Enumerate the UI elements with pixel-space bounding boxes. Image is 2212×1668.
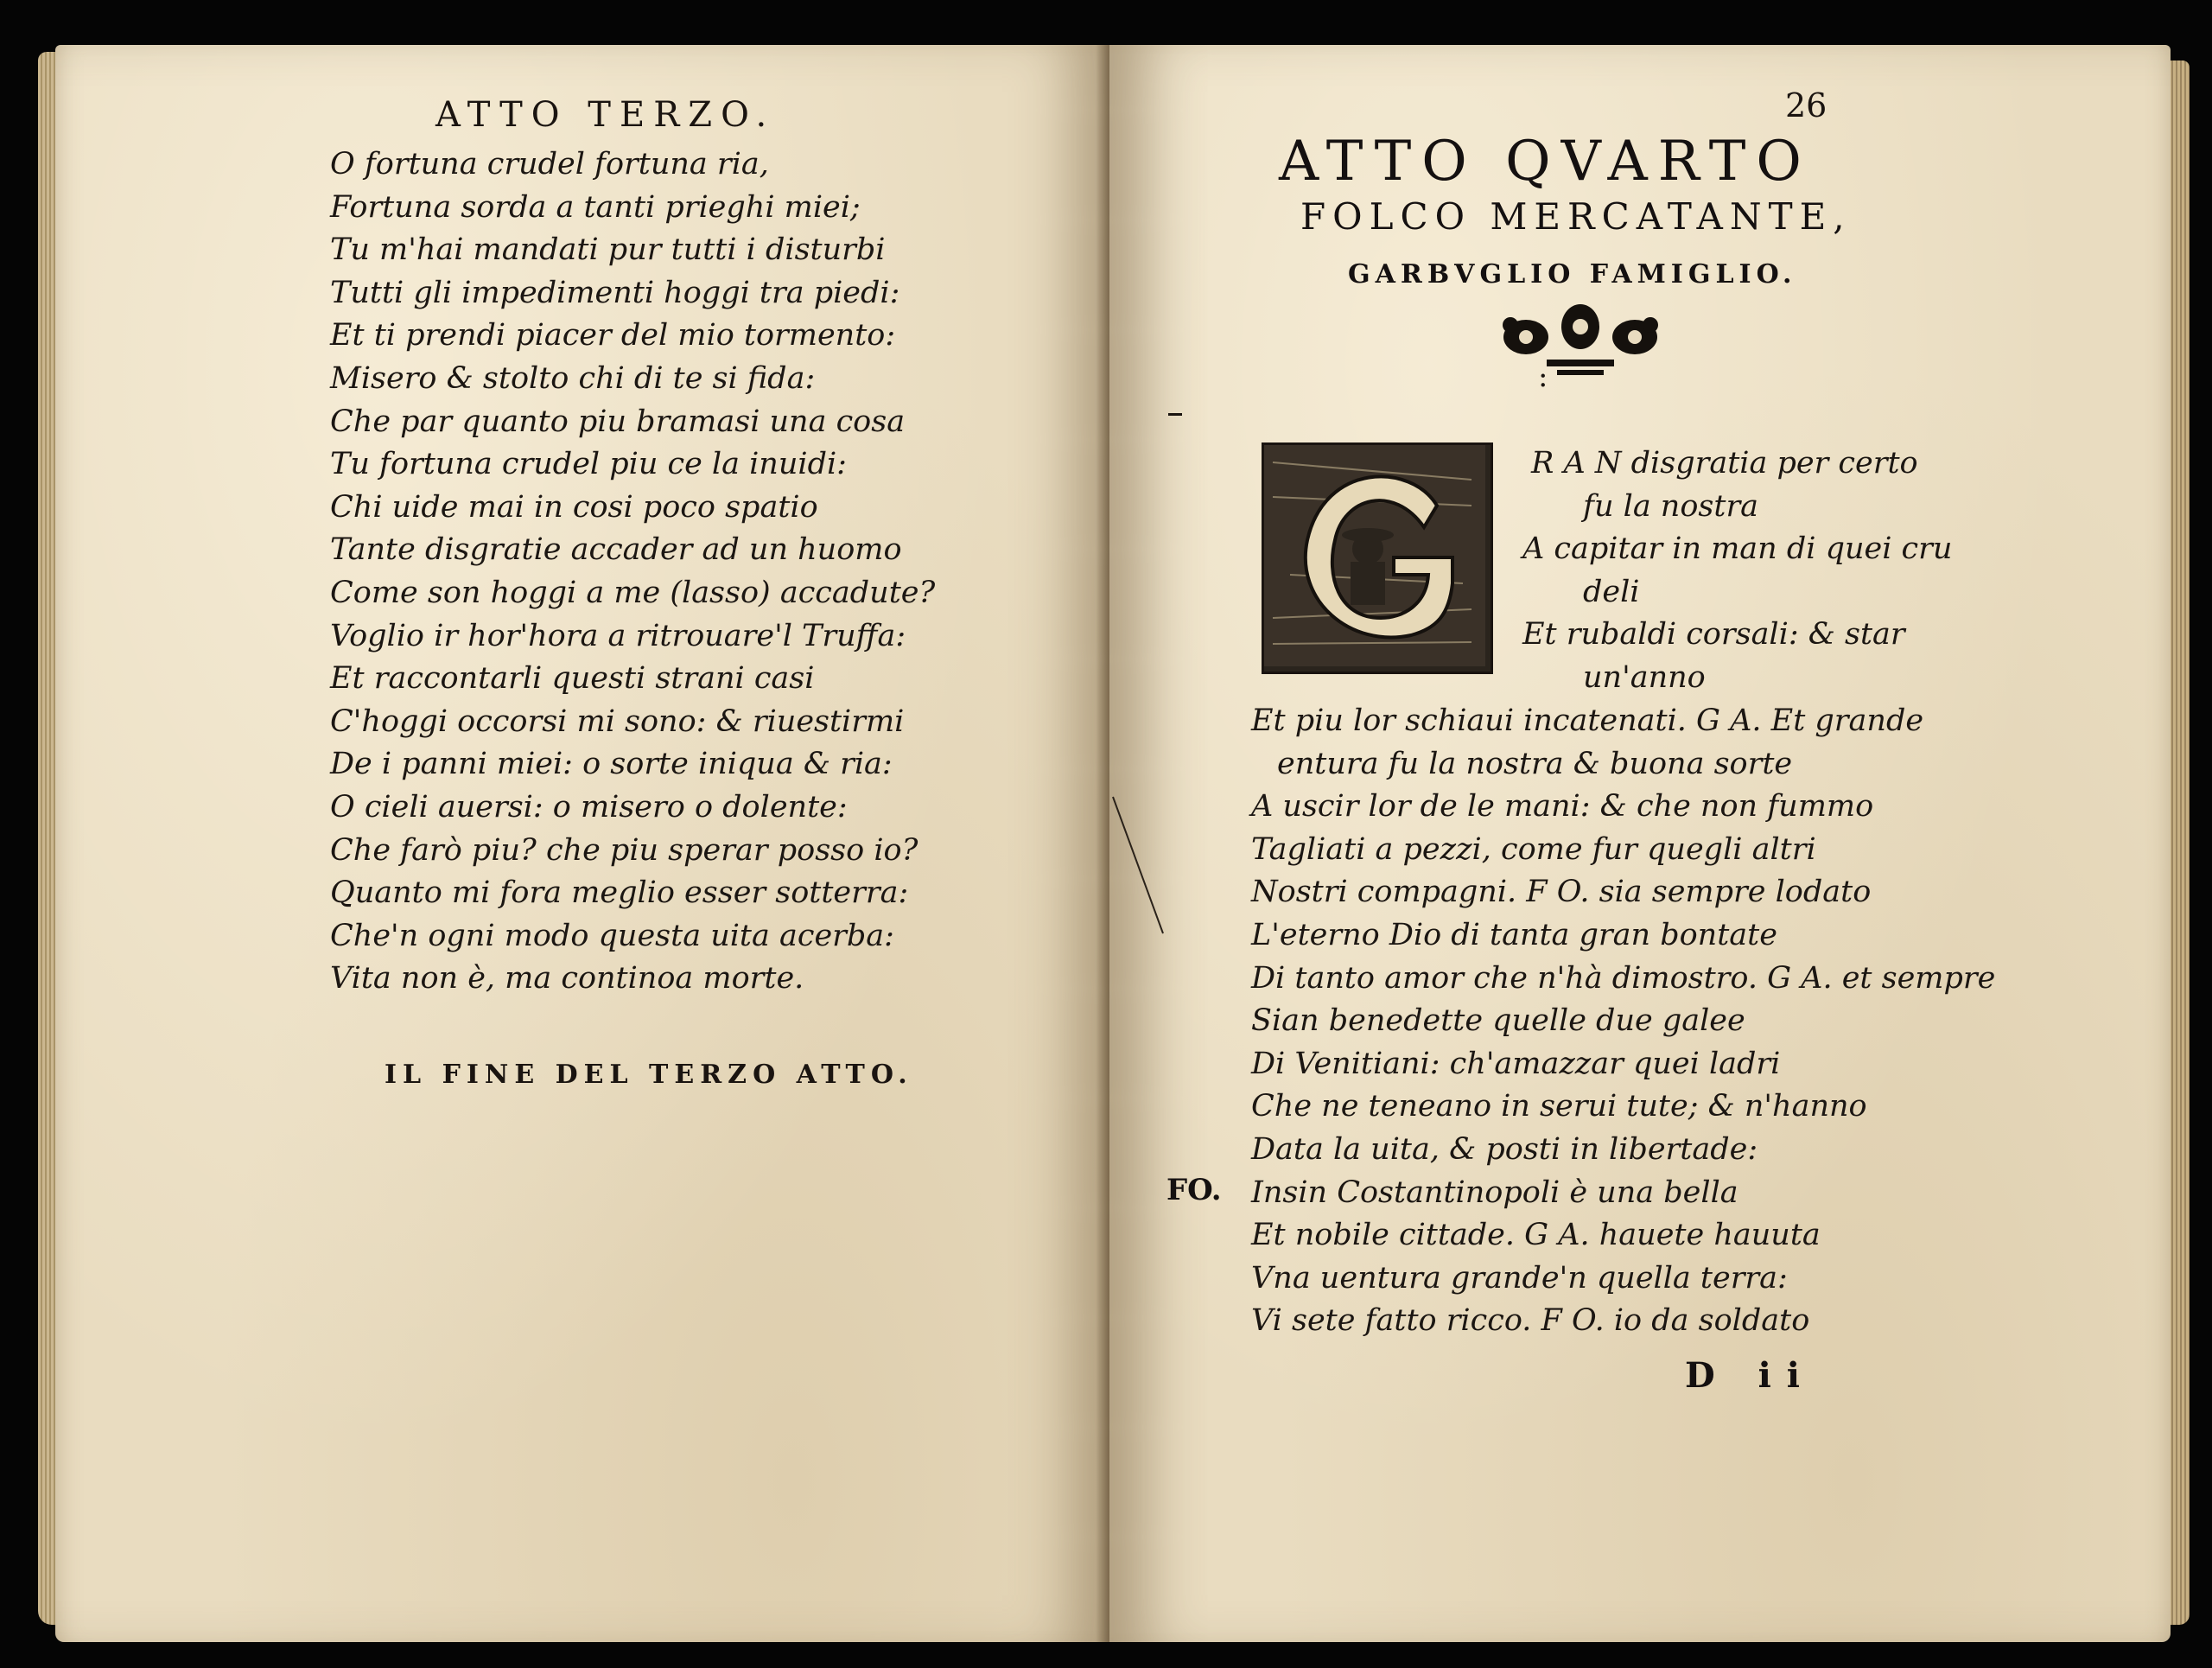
- verse-line: Tagliati a pezzi, come fur quegli altri: [1251, 831, 1816, 867]
- verse-line: Et rubaldi corsali: & star: [1522, 617, 1905, 653]
- margin-mark: [1168, 413, 1182, 416]
- verse-line: O cieli auersi: o misero o dolente:: [330, 789, 848, 824]
- verse-block-right: [1251, 700, 1995, 1343]
- verse-line: Voglio ir hor'hora a ritrouare'l Truffa:: [330, 618, 906, 653]
- verse-line: Vna uentura grande'n quella terra:: [1251, 1260, 1788, 1296]
- verse-line: Data la uita, & posti in libertade:: [1251, 1131, 1758, 1167]
- verse-line: Vita non è, ma continoa morte.: [330, 961, 804, 996]
- verse-line: Che farò piu? che piu sperar posso io?: [330, 832, 918, 868]
- verse-line: Insin Costantinopoli è una bella: [1251, 1175, 1738, 1210]
- verse-line: L'eterno Dio di tanta gran bontate: [1251, 917, 1777, 952]
- verse-line: C'hoggi occorsi mi sono: & riuestirmi: [330, 703, 905, 739]
- woodcut-initial-image: [1264, 445, 1485, 666]
- verse-line: fu la nostra: [1583, 488, 1759, 524]
- verse-line: A capitar in man di quei cru: [1522, 532, 1953, 567]
- verse-line: Misero & stolto chi di te si fida:: [330, 360, 816, 396]
- verse-line: un'anno: [1583, 659, 1706, 695]
- verse-line: Che'n ogni modo questa uita acerba:: [330, 918, 894, 953]
- verse-line: Et piu lor schiaui incatenati. G A. Et grande: [1251, 703, 1924, 738]
- verse-line: A uscir lor de le mani: & che non fummo: [1251, 789, 1874, 824]
- verse-line: Et raccontarli questi strani casi: [330, 661, 815, 697]
- verse-line: deli: [1583, 574, 1640, 609]
- verse-line: Che par quanto piu bramasi una cosa: [330, 404, 906, 439]
- signature-mark: D ii: [1685, 1355, 1816, 1396]
- verse-line: Di Venitiani: ch'amazzar quei ladri: [1251, 1046, 1781, 1081]
- verse-line: Et ti prendi piacer del mio tormento:: [330, 318, 896, 353]
- verse-line: Et nobile cittade. G A. hauete hauuta: [1251, 1218, 1821, 1253]
- verse-block-left: [330, 143, 935, 1001]
- verse-line: R A N disgratia per certo: [1531, 446, 1918, 481]
- page-number: 26: [1785, 86, 1827, 124]
- decorated-initial-g: [1262, 442, 1493, 674]
- page-edges-right: [2169, 60, 2190, 1625]
- verse-line: Nostri compagni. F O. sia sempre lodato: [1251, 875, 1872, 910]
- verse-line: De i panni miei: o sorte iniqua & ria:: [330, 747, 893, 782]
- speaker-label: FO.: [1166, 1173, 1222, 1207]
- ink-stroke: [1109, 793, 1170, 940]
- verse-line: O fortuna crudel fortuna ria,: [330, 147, 769, 181]
- verse-line: Tante disgratie accader ad un huomo: [330, 532, 902, 568]
- verse-line: Come son hoggi a me (lasso) accadute?: [330, 575, 936, 610]
- verse-line: Che ne teneano in serui tute; & n'hanno: [1251, 1089, 1867, 1124]
- verse-line: Tutti gli impedimenti hoggi tra piedi:: [330, 275, 900, 310]
- verse-line: Quanto mi fora meglio esser sotterra:: [330, 875, 909, 911]
- verse-line: Di tanto amor che n'hà dimostro. G A. et sempre: [1251, 960, 1996, 996]
- characters-heading: FOLCO MERCATANTE,: [1300, 195, 1852, 238]
- verse-line: Sian benedette quelle due galee: [1251, 1003, 1745, 1039]
- verse-line: Tu fortuna crudel piu ce la inuidi:: [330, 447, 847, 482]
- lines-beside-initial: [1522, 442, 1952, 700]
- act-title: ATTO QVARTO: [1279, 130, 1812, 194]
- verse-line: Chi uide mai in cosi poco spatio: [330, 489, 818, 525]
- running-head-left: ATTO TERZO.: [435, 95, 776, 135]
- stray-mark: :: [1538, 360, 1548, 394]
- verse-line: Fortuna sorda a tanti prieghi miei;: [330, 189, 861, 225]
- verse-line: Vi sete fatto ricco. F O. io da soldato: [1251, 1303, 1810, 1339]
- act-end-heading: IL FINE DEL TERZO ATTO.: [385, 1060, 913, 1090]
- servant-heading: GARBVGLIO FAMIGLIO.: [1348, 259, 1797, 290]
- fleuron-ornament: [1491, 297, 1669, 384]
- verse-line: entura fu la nostra & buona sorte: [1277, 746, 1793, 781]
- verse-line: Tu m'hai mandati pur tutti i disturbi: [330, 232, 886, 268]
